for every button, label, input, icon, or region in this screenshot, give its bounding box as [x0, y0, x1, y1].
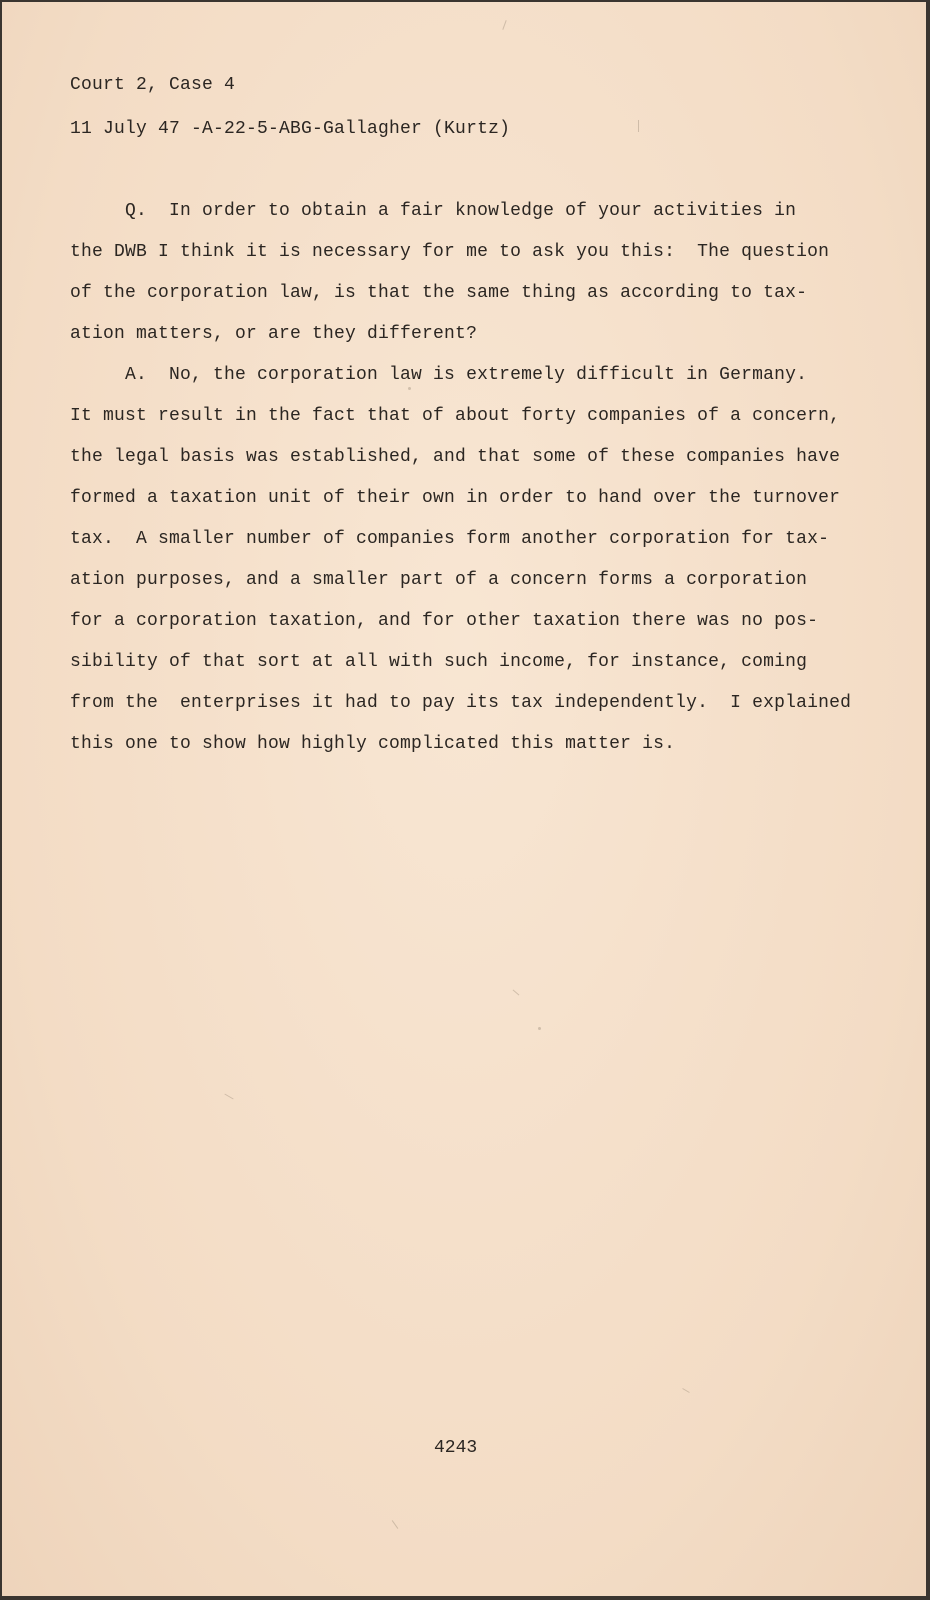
- transcript-line: of the corporation law, is that the same thing as according to tax-: [70, 283, 808, 303]
- paper-mark: [682, 1388, 689, 1393]
- transcript-line: ation purposes, and a smaller part of a concern forms a corporation: [70, 570, 808, 590]
- transcript-line: this one to show how highly complicated this matter is.: [70, 734, 676, 754]
- transcript-line: for a corporation taxation, and for other taxation there was no pos-: [70, 611, 819, 631]
- session-reference-line: 11 July 47 -A-22-5-ABG-Gallagher (Kurtz): [70, 119, 511, 139]
- paper-mark: [502, 20, 506, 30]
- paper-mark: [638, 120, 639, 132]
- paper-mark: [513, 990, 520, 996]
- court-case-heading: Court 2, Case 4: [70, 75, 236, 95]
- transcript-line: A. No, the corporation law is extremely difficult in Germany.: [70, 365, 808, 385]
- paper-mark: [224, 1094, 233, 1100]
- transcript-line: the DWB I think it is necessary for me to ask you this: The question: [70, 242, 830, 262]
- transcript-line: Q. In order to obtain a fair knowledge of your activities in: [70, 201, 797, 221]
- document-page: [2, 2, 926, 1596]
- transcript-line: the legal basis was established, and that some of these companies have: [70, 447, 841, 467]
- page-number: 4243: [434, 1438, 478, 1458]
- transcript-line: sibility of that sort at all with such income, for instance, coming: [70, 652, 808, 672]
- paper-mark: [538, 1027, 541, 1030]
- transcript-line: from the enterprises it had to pay its tax independently. I explained: [70, 693, 852, 713]
- paper-mark: [408, 387, 411, 390]
- transcript-line: ation matters, or are they different?: [70, 324, 478, 344]
- paper-mark: [392, 1520, 399, 1529]
- transcript-line: formed a taxation unit of their own in order to hand over the turnover: [70, 488, 841, 508]
- transcript-line: It must result in the fact that of about forty companies of a concern,: [70, 406, 841, 426]
- transcript-line: tax. A smaller number of companies form another corporation for tax-: [70, 529, 830, 549]
